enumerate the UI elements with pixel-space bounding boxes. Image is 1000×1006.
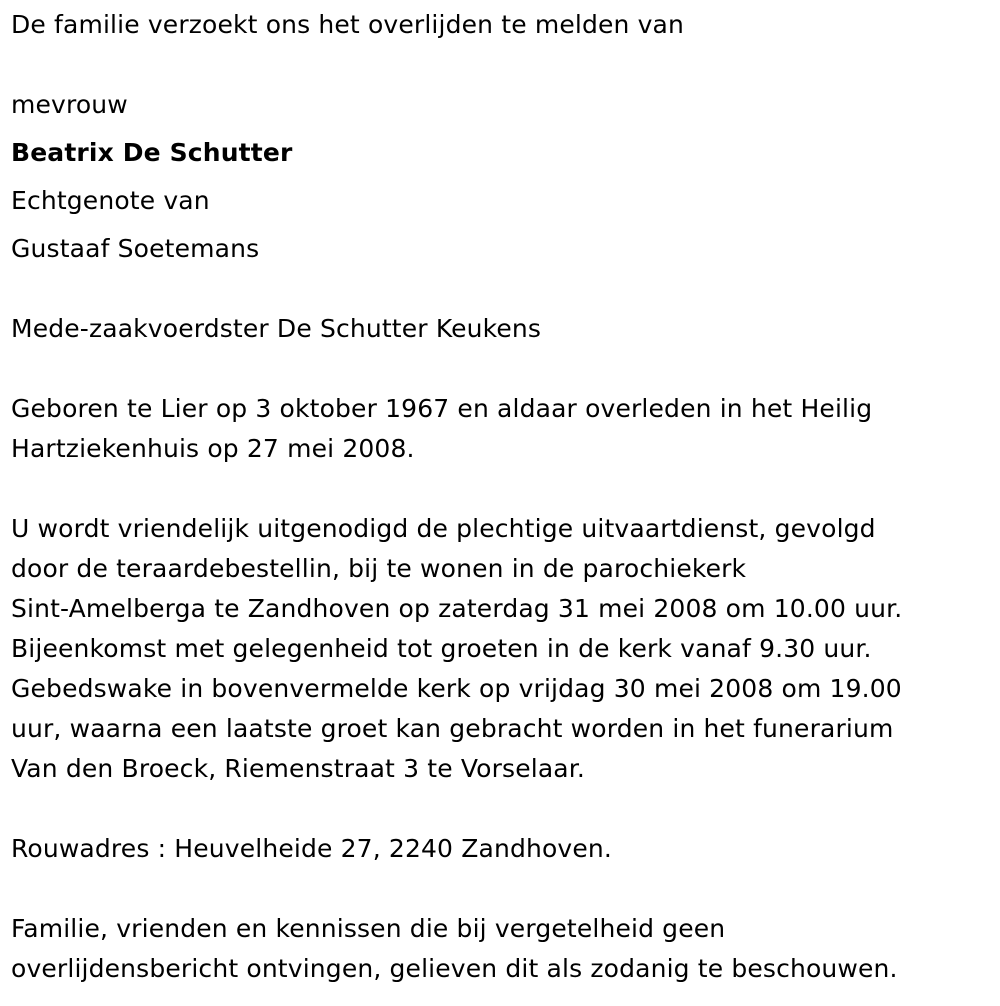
ceremony-line: Van den Broeck, Riemenstraat 3 te Vorselaar.: [11, 754, 585, 783]
ceremony-line: U wordt vriendelijk uitgenodigd de plechtige uitvaartdienst, gevolgd: [11, 514, 876, 543]
ceremony-line: Gebedswake in bovenvermelde kerk op vrijdag 30 mei 2008 om 19.00: [11, 674, 902, 703]
spouse-label: Echtgenote van: [11, 186, 210, 215]
spouse-name: Gustaaf Soetemans: [11, 234, 260, 263]
role-text: Mede-zaakvoerdster De Schutter Keukens: [11, 314, 542, 343]
title-prefix: mevrouw: [11, 90, 128, 119]
ceremony-line: Sint-Amelberga te Zandhoven op zaterdag 31 mei 2008 om 10.00 uur.: [11, 594, 903, 623]
birth-death-line: Hartziekenhuis op 27 mei 2008.: [11, 434, 415, 463]
closing-line: overlijdensbericht ontvingen, gelieven dit als zodanig te beschouwen.: [11, 954, 898, 983]
closing-line: Familie, vrienden en kennissen die bij vergetelheid geen: [11, 914, 726, 943]
ceremony-line: door de teraardebestellin, bij te wonen in de parochiekerk: [11, 554, 747, 583]
birth-death-line: Geboren te Lier op 3 oktober 1967 en aldaar overleden in het Heilig: [11, 394, 873, 423]
deceased-name: Beatrix De Schutter: [11, 138, 293, 167]
mourning-address: Rouwadres : Heuvelheide 27, 2240 Zandhoven.: [11, 834, 612, 863]
ceremony-line: uur, waarna een laatste groet kan gebracht worden in het funerarium: [11, 714, 894, 743]
ceremony-line: Bijeenkomst met gelegenheid tot groeten in de kerk vanaf 9.30 uur.: [11, 634, 872, 663]
intro-text: De familie verzoekt ons het overlijden te melden van: [11, 10, 685, 39]
